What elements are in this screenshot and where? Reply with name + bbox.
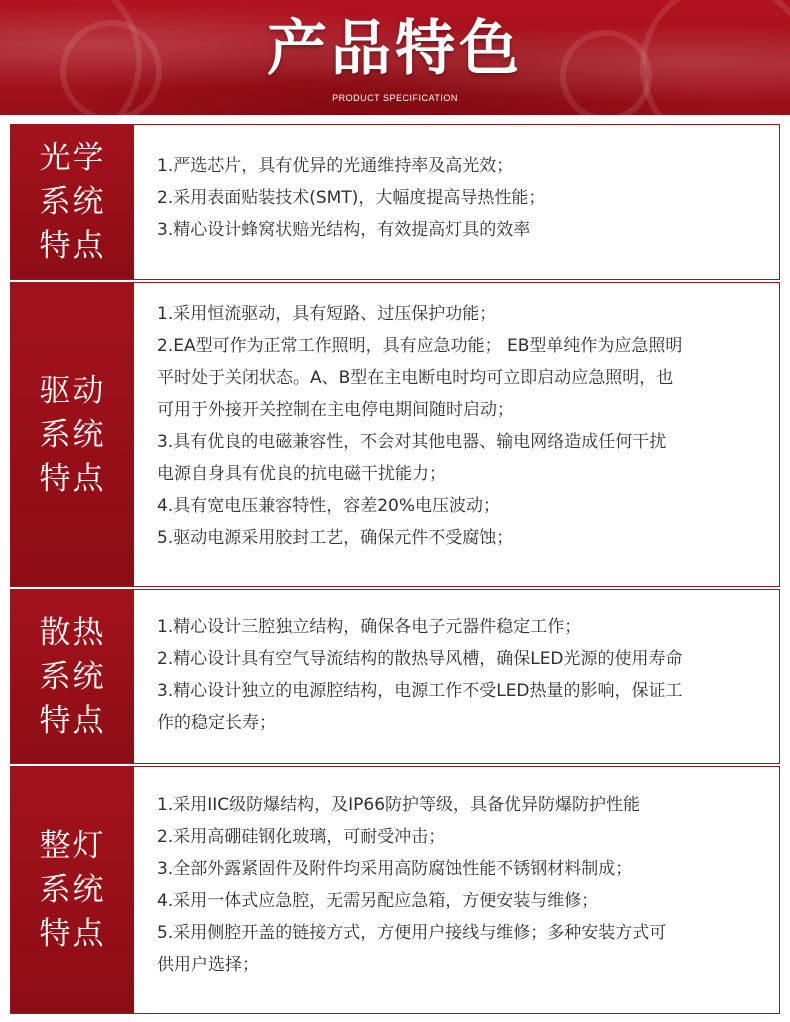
section-label-line: 特点 [39,916,106,952]
section-label-line: 系统 [39,872,106,908]
feature-line: 平时处于关闭状态。A、B型在主电断电时均可立即启动应急照明，也 [157,368,674,388]
feature-line: 4.具有宽电压兼容特性，容差20%电压波动； [157,496,501,516]
feature-list [157,298,771,554]
feature-list [157,611,771,739]
section-label-line: 系统 [39,658,106,695]
feature-line: 作的稳定长寿； [157,713,276,733]
feature-line: 2.精心设计具有空气导流结构的散热导风槽，确保LED光源的使用寿命 [157,649,683,669]
feature-list [157,789,771,981]
section-label-line: 特点 [39,702,106,739]
section-label-line: 系统 [39,416,106,453]
section-label-line: 散热 [39,614,106,651]
feature-line: 5.驱动电源采用胶封工艺，确保元件不受腐蚀； [157,528,514,548]
feature-line: 3.全部外露紧固件及附件均采用高防腐蚀性能不锈钢材料制成； [157,859,633,879]
section-label-line: 整灯 [39,828,106,864]
section-label [11,590,134,763]
section-label [11,767,134,1013]
feature-section-luminaire [10,766,780,1014]
feature-section-optical [10,124,780,280]
section-label [11,283,134,586]
feature-line: 1.采用恒流驱动，具有短路、过压保护功能； [157,304,497,324]
feature-section-driver [10,282,780,587]
feature-line: 3.精心设计独立的电源腔结构，电源工作不受LED热量的影响，保证工 [157,681,683,701]
feature-line: 2.采用高硼硅钢化玻璃，可耐受冲击； [157,827,446,847]
feature-line: 1.严选芯片，具有优异的光通维持率及高光效； [157,156,514,176]
section-label-line: 系统 [39,184,106,220]
feature-line: 5.采用侧腔开盖的链接方式，方便用户接线与维修；多种安装方式可 [157,923,667,943]
feature-list [157,150,771,246]
feature-line: 2.采用表面贴装技术(SMT)，大幅度提高导热性能； [157,188,546,208]
page-title: 产品特色 [267,14,523,84]
feature-line: 3.精心设计蜂窝状赔光结构，有效提高灯具的效率 [157,220,531,240]
feature-line: 4.采用一体式应急腔，无需另配应急箱，方便安装与维修； [157,891,599,911]
feature-line: 供用户选择； [157,955,259,975]
section-label [11,125,134,279]
section-label-line: 特点 [39,460,106,497]
feature-line: 2.EA型可作为正常工作照明，具有应急功能； EB型单纯作为应急照明 [157,336,683,356]
section-label-line: 光学 [39,140,106,176]
feature-section-cooling [10,589,780,764]
feature-line: 1.精心设计三腔独立结构，确保各电子元器件稳定工作； [157,617,582,637]
feature-line: 电源自身具有优良的抗电磁干扰能力； [157,464,446,484]
feature-line: 1.采用IIC级防爆结构，及IP66防护等级，具备优异防爆防护性能 [157,795,641,815]
section-label-line: 驱动 [39,372,106,409]
page-subtitle: PRODUCT SPECIFICATION [332,93,458,103]
feature-line: 3.具有优良的电磁兼容性，不会对其他电器、输电网络造成任何干扰 [157,432,667,452]
header-banner [0,0,790,115]
feature-line: 可用于外接开关控制在主电停电期间随时启动； [157,400,514,420]
section-label-line: 特点 [39,228,106,264]
